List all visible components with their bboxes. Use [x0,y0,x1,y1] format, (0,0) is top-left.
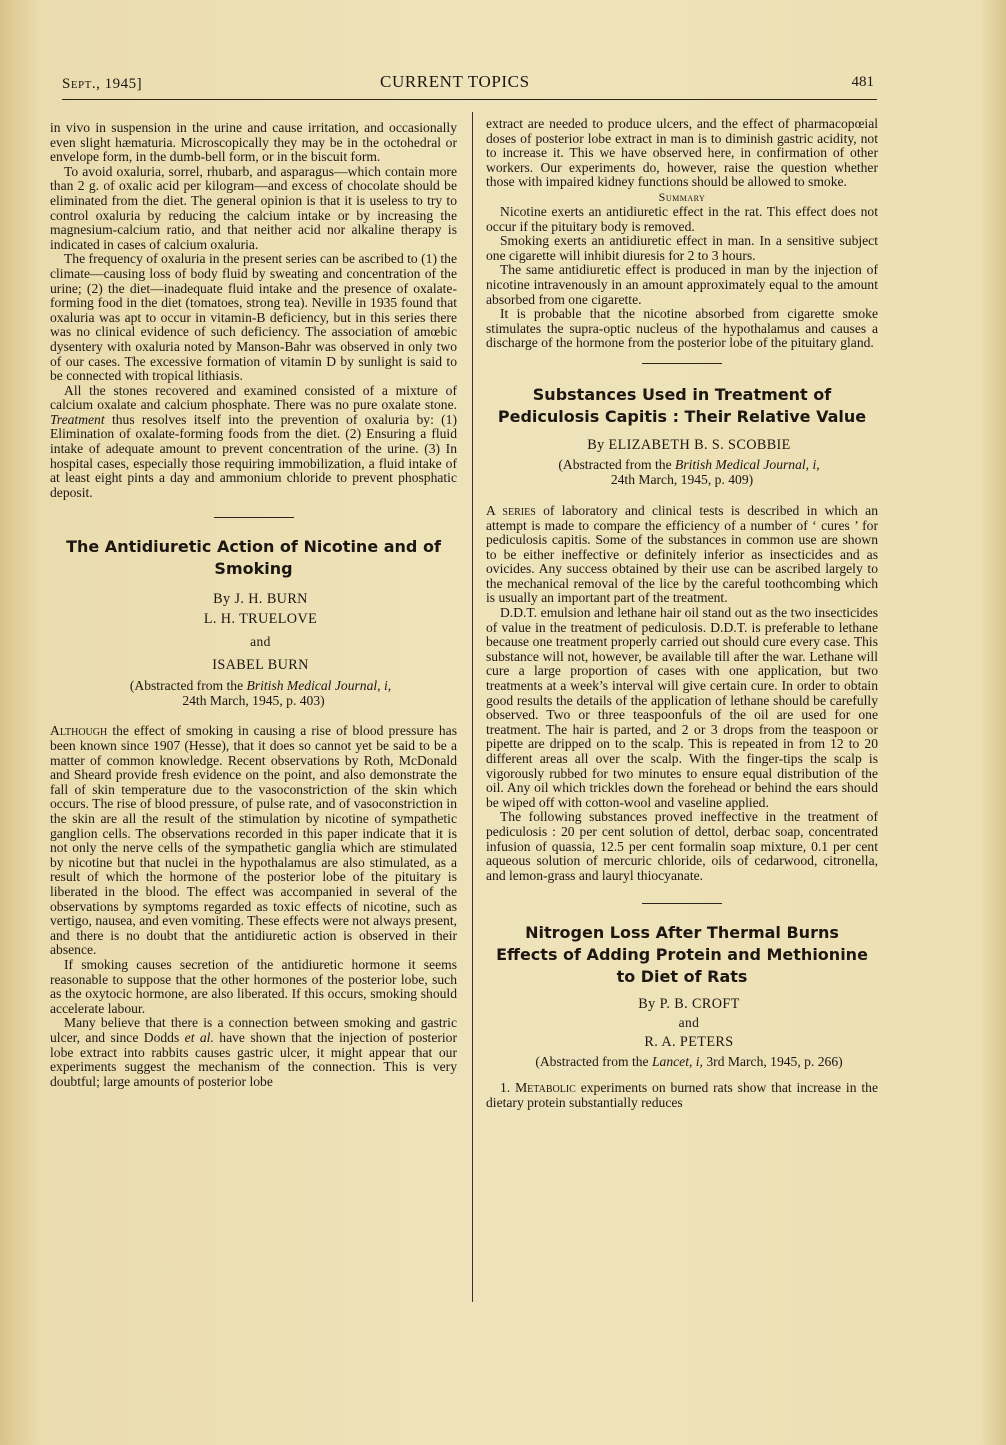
section-separator [642,363,722,364]
oxaluria-paragraph-3: The frequency of oxaluria in the present series can be ascribed to (1) the climate—causing loss of body fluid by sweating and concentration of the urine; (2) the diet—inadequate fluid intake and the presence of oxalate-forming food in the diet (tomatoes, strong tea). Neville in 1935 found that oxaluria was apt to occur in vitamin-B deficiency, but in this series there was no clinical evidence of such deficiency. The association of amœbic dysentery with oxaluria noted by Manson-Bahr was observed in only two of our cases. The excessive formation of vitamin D by sunlight is said to be connected with tropical lithiasis. [50,251,457,384]
right-column [486,117,878,1111]
byline-and: and [678,1015,700,1031]
summary-heading: Summary [658,189,706,204]
author-truelove: L. H. TRUELOVE [203,611,318,628]
abstract-source: (Abstracted from the Lancet, i, 3rd March, 1945, p. 266) [535,1054,843,1070]
pediculosis-paragraph-2: D.D.T. emulsion and lethane hair oil stand out as the two insecticides of value in the treatment of pediculosis. D.D.T. is preferable to lethane because one treatment properly carried out should cure every case. This substance will not, however, be available till after the war. Lethane will cure a large proportion of cases with one application, but two treatments at a week’s interval will give certain cure. In order to obtain good results the details of the application of lethane should be carefully observed. Two or three teaspoonfuls of the oil are used for one treatment. The hair is parted, and 2 or 3 drops from the teaspoon or pipette are dripped on to the scalp. This is repeated in from 12 to 20 different areas all over the scalp. With the finger-tips the scalp is vigorously rubbed for two minutes to ensure equal distribution of the oil. Any oil which trickles down the forehead or behind the ears should be wiped off with cotton-wool and vaseline applied. [486,605,878,810]
oxaluria-paragraph-2: To avoid oxaluria, sorrel, rhubarb, and asparagus—which contain more than 2 g. of oxalic acid per kilogram—and excess of chocolate should be eliminated from the diet. The general opinion is that it is useless to try to control oxaluria by reducing the calcium intake or by increasing the magnesium-calcium ratio, and that neither acid nor alkaline therapy is indicated in cases of calcium oxaluria. [50,163,457,252]
header-section-title: CURRENT TOPICS [380,72,530,91]
left-column [50,121,457,1089]
author-croft: By P. B. CROFT [638,996,740,1013]
nicotine-paragraph-1: Although the effect of smoking in causing a rise of blood pressure has been known since 1907 (Hesse), that it does so cannot yet be said to be a matter of common knowledge. Recent observations by Roth, McDonald and Sheard provide fresh evidence on the point, and also demonstrate the fall of skin temperature due to the vasoconstriction of the skin which occurs. The rise of blood pressure, of pulse rate, and of vasoconstriction in the skin are all the result of the stimulation by nicotine of sympathetic ganglion cells. The observations recorded in this paper indicate that it is not only the nerve cells of the sympathetic ganglia which are stimulated by nicotine but that nuclei in the hypothalamus are also stimulated, as a result of which the hormone of the posterior lobe of the pituitary is liberated in the blood. The effect was accompanied in several of the observations by symptoms regarded as toxic effects of nicotine, such as vertigo, nausea, and even vomiting. These effects were not always present, and there is no doubt that the antidiuretic action is observed in their absence. [50,723,457,958]
author-burn-jh: By J. H. BURN [213,591,308,608]
summary-point-4: It is probable that the nicotine absorbed from cigarette smoke stimulates the supra-optic nucleus of the hypothalamus and causes a discharge of the hormone from the posterior lobe of the pituitary gland. [486,306,878,351]
header-date: Sept., 1945] [62,76,143,92]
summary-point-2: Smoking exerts an antidiuretic effect in man. In a sensitive subject one cigarette will inhibit diuresis for 2 to 3 hours. [486,233,878,263]
running-header [62,68,874,94]
oxaluria-paragraph-4: All the stones recovered and examined consisted of a mixture of calcium oxalate and calcium phosphate. There was no pure oxalate stone. Treatment thus resolves itself into the prevention of oxaluria by: (1) Elimination of oxalate-forming foods from the diet. (2) Ensuring a fluid intake of adequate amount to prevent concentration of the urine. (3) In hospital cases, especially those requiring immobilization, a fluid intake of at least eight pints a day and ammonium chloride to prevent phosphatic deposit. [50,382,457,500]
article-title-nitrogen-loss: Nitrogen Loss After Thermal Burns Effects of Adding Protein and Methionine to Diet of Rats [496,923,868,987]
article-title-pediculosis: Substances Used in Treatment of Pediculosis Capitis : Their Relative Value [497,384,867,426]
section-separator [642,903,722,904]
header-rule [62,99,877,100]
author-scobbie: By ELIZABETH B. S. SCOBBIE [587,436,791,453]
abstract-source: (Abstracted from the British Medical Journal, i, 24th March, 1945, p. 409) [558,456,820,487]
abstract-source: (Abstracted from the British Medical Journal, i, 24th March, 1945, p. 403) [129,678,392,709]
summary-point-3: The same antidiuretic effect is produced in man by the injection of nicotine intravenously in an amount approximately equal to the amount absorbed from one cigarette. [486,262,878,307]
page-number: 481 [851,74,874,90]
pediculosis-paragraph-1: A series of laboratory and clinical tests is described in which an attempt is made to compare the efficiency of a number of ‘ cures ’ for pediculosis capitis. Some of the substances in common use are shown to be either ineffective or definitely inferior as insecticides and as ovicides. Any success obtained by their use can be ascribed largely to the mechanical removal of the lice by the careful toothcombing which is usually an important part of the treatment. [486,502,878,606]
nicotine-paragraph-2: If smoking causes secretion of the antidiuretic hormone it seems reasonable to suppose that the other hormones of the posterior lobe, such as the oxytocic hormone, are also liberated. If this occurs, smoking should accelerate labour. [50,956,457,1016]
author-peters: R. A. PETERS [644,1034,734,1051]
byline-and: and [250,634,271,650]
article-title-nicotine: The Antidiuretic Action of Nicotine and of Smoking [66,537,441,579]
nitrogen-paragraph-1: 1. Metabolic experiments on burned rats show that increase in the dietary protein substantially reduces [486,1080,878,1110]
nicotine-continued-paragraph: extract are needed to produce ulcers, and the effect of pharmacopœial doses of posterior lobe extract in man is to diminish gastric acidity, not to increase it. This we have observed here, in confirmation of other workers. Our experiments do, however, raise the question whether those with impaired kidney functions should be allowed to smoke. [486,116,878,190]
pediculosis-paragraph-3: The following substances proved ineffective in the treatment of pediculosis : 20 per cent solution of dettol, derbac soap, concentrated infusion of quassia, 12.5 per cent formalin soap mixture, 0.1 per cent aqueous solution of mercuric chloride, oils of cedarwood, citronella, and lemon-grass and lauryl thiocyanate. [486,809,878,883]
summary-point-1: Nicotine exerts an antidiuretic effect in the rat. This effect does not occur if the pituitary body is removed. [486,203,878,234]
oxaluria-paragraph-1: in vivo in suspension in the urine and cause irritation, and occasionally even slight hæmaturia. Microscopically they may be in the octohedral or envelope form, in the dumb-bell form, or in the biscuit form. [50,120,457,165]
column-divider [472,112,473,1302]
nicotine-paragraph-3: Many believe that there is a connection between smoking and gastric ulcer, and since Dodds et al. have shown that the injection of posterior lobe extract into rabbits causes gastric ulcer, it might appear that our experiments suggest the mechanism of the connection. This is very doubtful; large amounts of posterior lobe [50,1015,457,1089]
author-burn-isabel: ISABEL BURN [212,657,309,674]
section-separator [214,517,294,518]
